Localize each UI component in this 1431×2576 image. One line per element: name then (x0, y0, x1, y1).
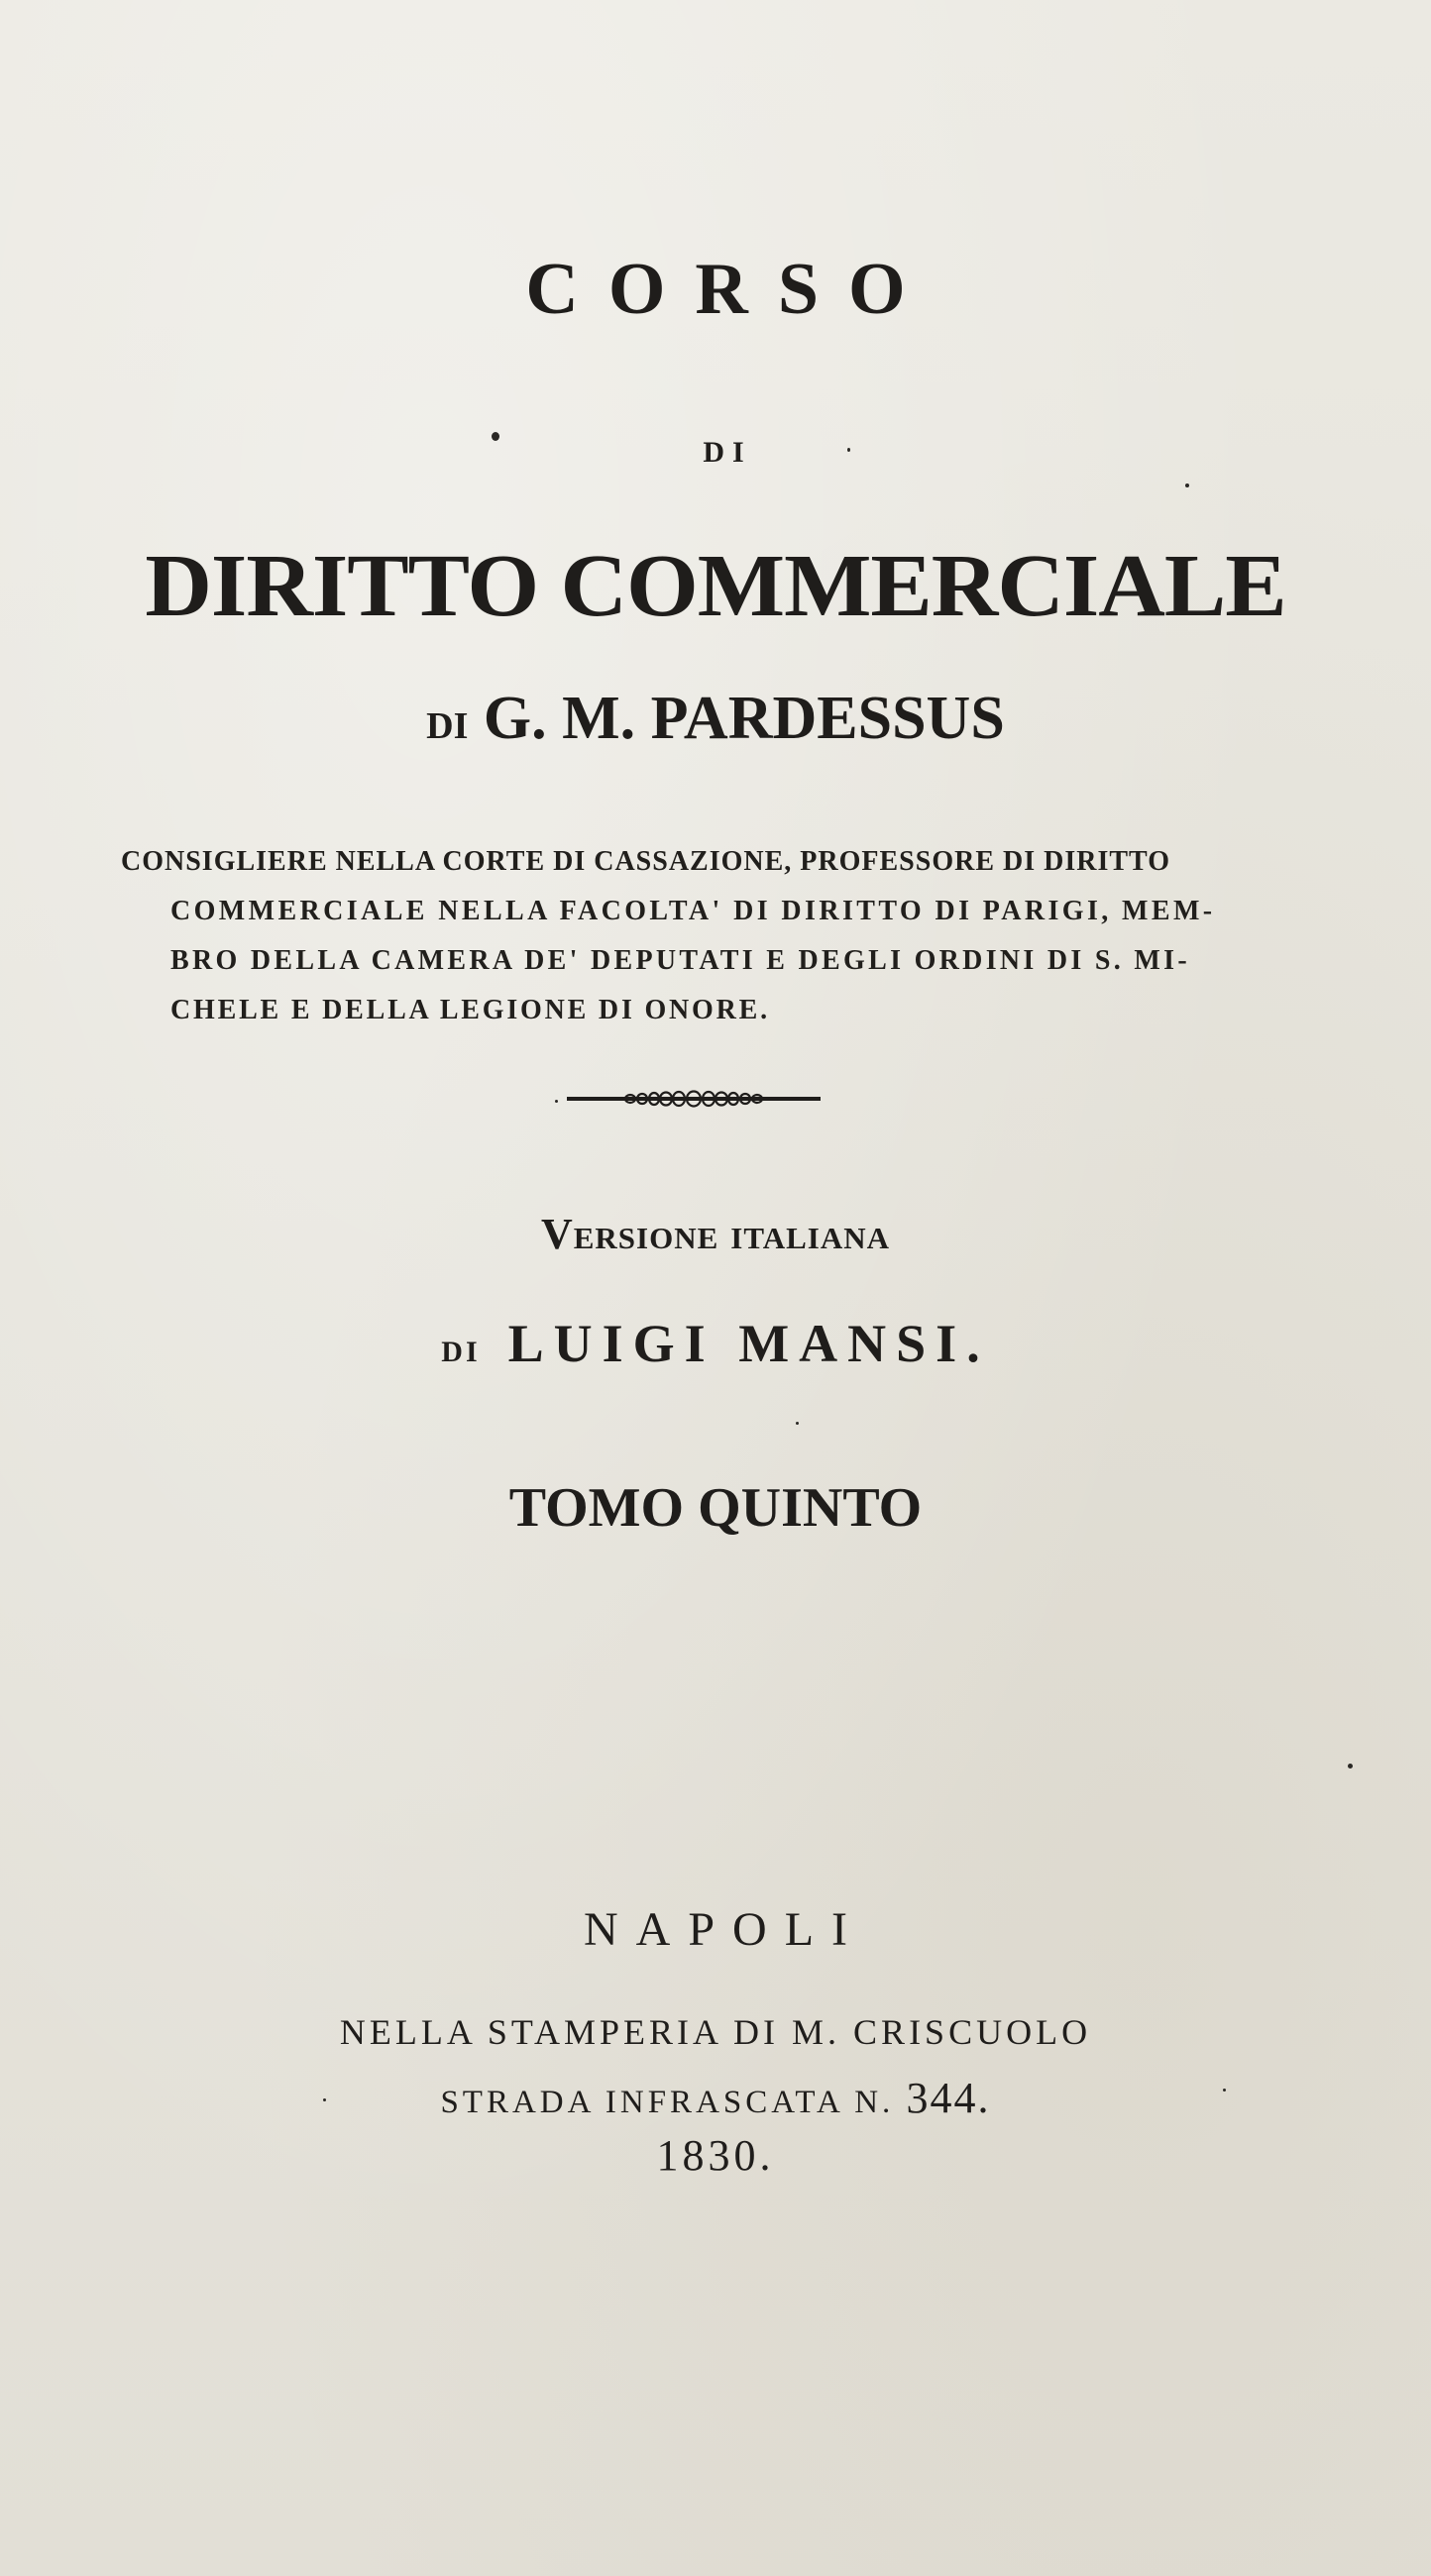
title-corso: CORSO (525, 249, 936, 330)
credentials-line-3: BRO DELLA CAMERA DE' DEPUTATI E DEGLI ORDINI DI S. MI- (170, 945, 1190, 976)
author-prefix: DI (426, 705, 469, 747)
translator-line (0, 1313, 1431, 1374)
paper-speck (796, 1422, 799, 1425)
translator-prefix: DI (441, 1336, 481, 1368)
translator-name: LUIGI MANSI. (507, 1314, 990, 1373)
imprint-street: STRADA INFRASCATA N. (440, 2085, 895, 2120)
paper-speck (1348, 1764, 1353, 1769)
imprint-city: NAPOLI (584, 1903, 865, 1956)
paper-speck (555, 1100, 558, 1103)
paper-speck (1185, 483, 1189, 487)
paper-speck (323, 2098, 326, 2101)
volume-number: TOMO QUINTO (508, 1477, 923, 1539)
paper-speck (847, 448, 850, 452)
author-credentials (121, 837, 1261, 1035)
author-name: G. M. PARDESSUS (483, 685, 1005, 752)
imprint-printer: NELLA STAMPERIA DI M. CRISCUOLO (339, 2012, 1092, 2052)
author-line (0, 684, 1431, 754)
credentials-line-4: CHELE E DELLA LEGIONE DI ONORE. (170, 995, 770, 1025)
imprint-year: 1830. (656, 2131, 775, 2180)
imprint-address (0, 2073, 1431, 2123)
imprint-street-number: 344. (906, 2074, 991, 2122)
credentials-line-1: CONSIGLIERE NELLA CORTE DI CASSAZIONE, PROFESSORE DI DIRITTO (121, 846, 1170, 877)
paper-speck (1223, 2089, 1226, 2092)
title-di: DI (703, 436, 752, 469)
credentials-line-2: COMMERCIALE NELLA FACOLTA' DI DIRITTO DI PARIGI, MEM- (170, 896, 1216, 926)
main-title: DIRITTO COMMERCIALE (145, 537, 1286, 635)
translation-note: Versione italiana (540, 1210, 891, 1258)
paper-speck (492, 432, 499, 441)
ornamental-rule (567, 1088, 821, 1110)
